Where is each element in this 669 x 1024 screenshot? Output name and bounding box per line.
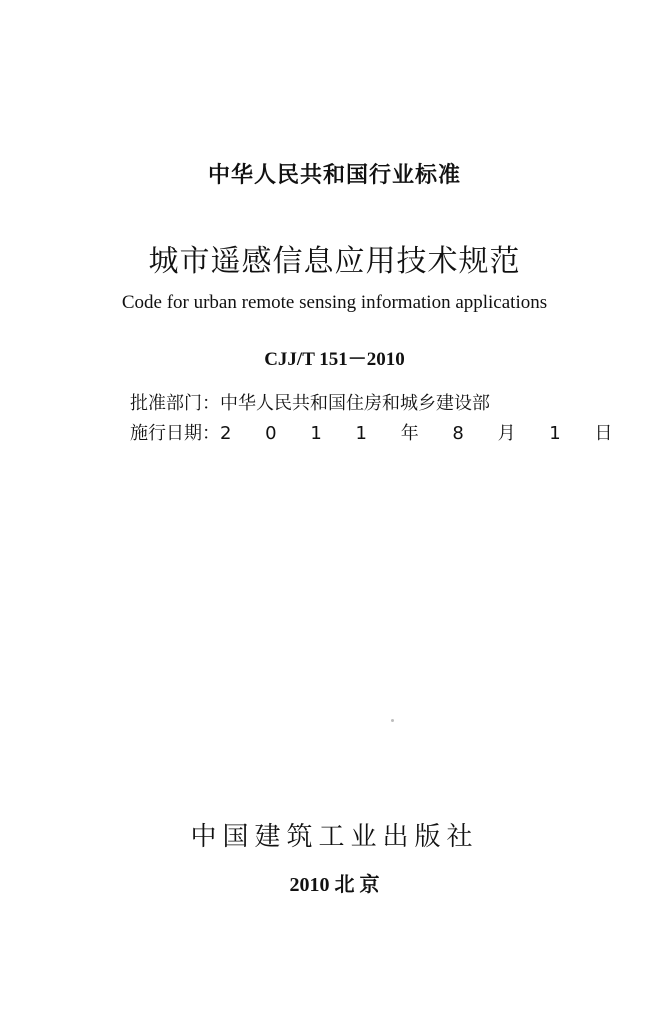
effective-label: 施行日期： [130,423,220,444]
standard-category: 中华人民共和国行业标准 [207,163,461,188]
publisher-name: 中国建筑工业出版社 [190,822,479,852]
effective-date [130,419,627,445]
approval-value: 中华人民共和国住房和城乡建设部 [220,393,490,414]
publish-year-place: 2010 北 京 [289,874,380,896]
title-english: Code for urban remote sensing information applications [121,292,548,313]
standard-code: CJJ/T 151－2010 [264,349,405,370]
scan-speck [391,719,394,722]
effective-value: 2 0 1 1 年 8 月 1 日 [220,423,627,444]
title-chinese: 城市遥感信息应用技术规范 [148,244,521,279]
approval-department [130,389,490,415]
approval-label: 批准部门： [130,393,220,414]
